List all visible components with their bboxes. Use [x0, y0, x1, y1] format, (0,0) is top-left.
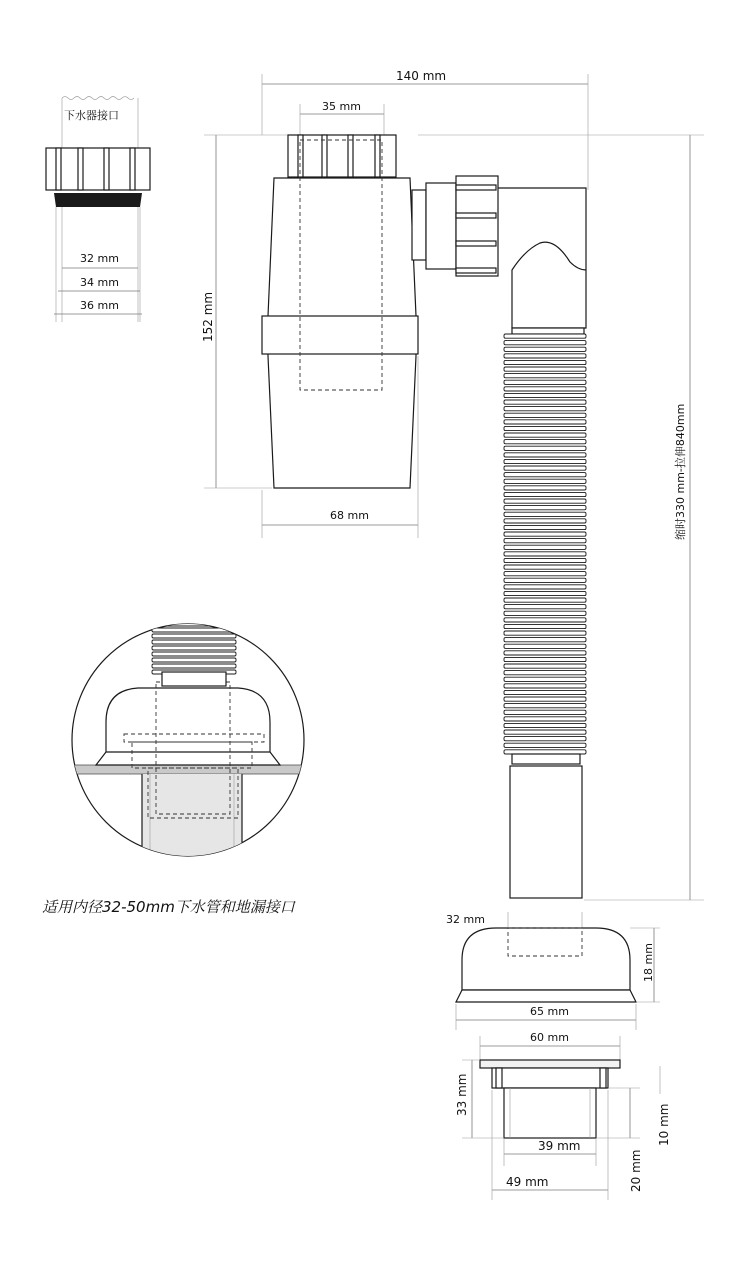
dim-34mm: 34 mm — [80, 276, 119, 289]
dim-20mm: 20 mm — [629, 1149, 643, 1192]
cap-flange — [456, 990, 636, 1002]
dim-39mm: 39 mm — [538, 1139, 581, 1153]
adapter-detail — [455, 1031, 671, 1200]
side-nut — [456, 176, 498, 276]
cap-dome — [462, 928, 630, 990]
dim-cap-32mm: 32 mm — [446, 913, 485, 926]
adapter-pipe — [504, 1088, 596, 1138]
installation-detail-circle — [60, 622, 320, 864]
outlet-pipe — [510, 766, 582, 898]
dim-36mm: 36 mm — [80, 299, 119, 312]
cap-detail — [446, 912, 660, 1030]
dim-49mm: 49 mm — [506, 1175, 549, 1189]
dim-35mm: 35 mm — [322, 100, 361, 113]
drain-interface-label: 下水器接口 — [64, 109, 119, 122]
dim-152mm: 152 mm — [201, 291, 215, 342]
dim-33mm: 33 mm — [455, 1073, 469, 1116]
dim-60mm: 60 mm — [530, 1031, 569, 1044]
adapter-flange — [480, 1060, 620, 1068]
dim-10mm: 10 mm — [657, 1103, 671, 1146]
dim-65mm: 65 mm — [530, 1005, 569, 1018]
side-outlet — [412, 190, 426, 260]
usage-caption: 适用内径32-50mm下水管和地漏接口 — [42, 898, 295, 916]
bottle-band — [262, 316, 418, 354]
drain-interface-detail — [46, 97, 150, 323]
drain-gasket — [54, 193, 142, 207]
dim-18mm: 18 mm — [642, 943, 655, 982]
dim-32mm: 32 mm — [80, 252, 119, 265]
dim-68mm: 68 mm — [330, 509, 369, 522]
corrugated-hose — [504, 328, 586, 764]
adapter-sleeve — [492, 1068, 608, 1088]
elbow — [498, 188, 586, 328]
dim-hose-length: 缩时330 mm-拉伸840mm — [674, 403, 687, 540]
dim-140mm: 140 mm — [396, 69, 447, 83]
